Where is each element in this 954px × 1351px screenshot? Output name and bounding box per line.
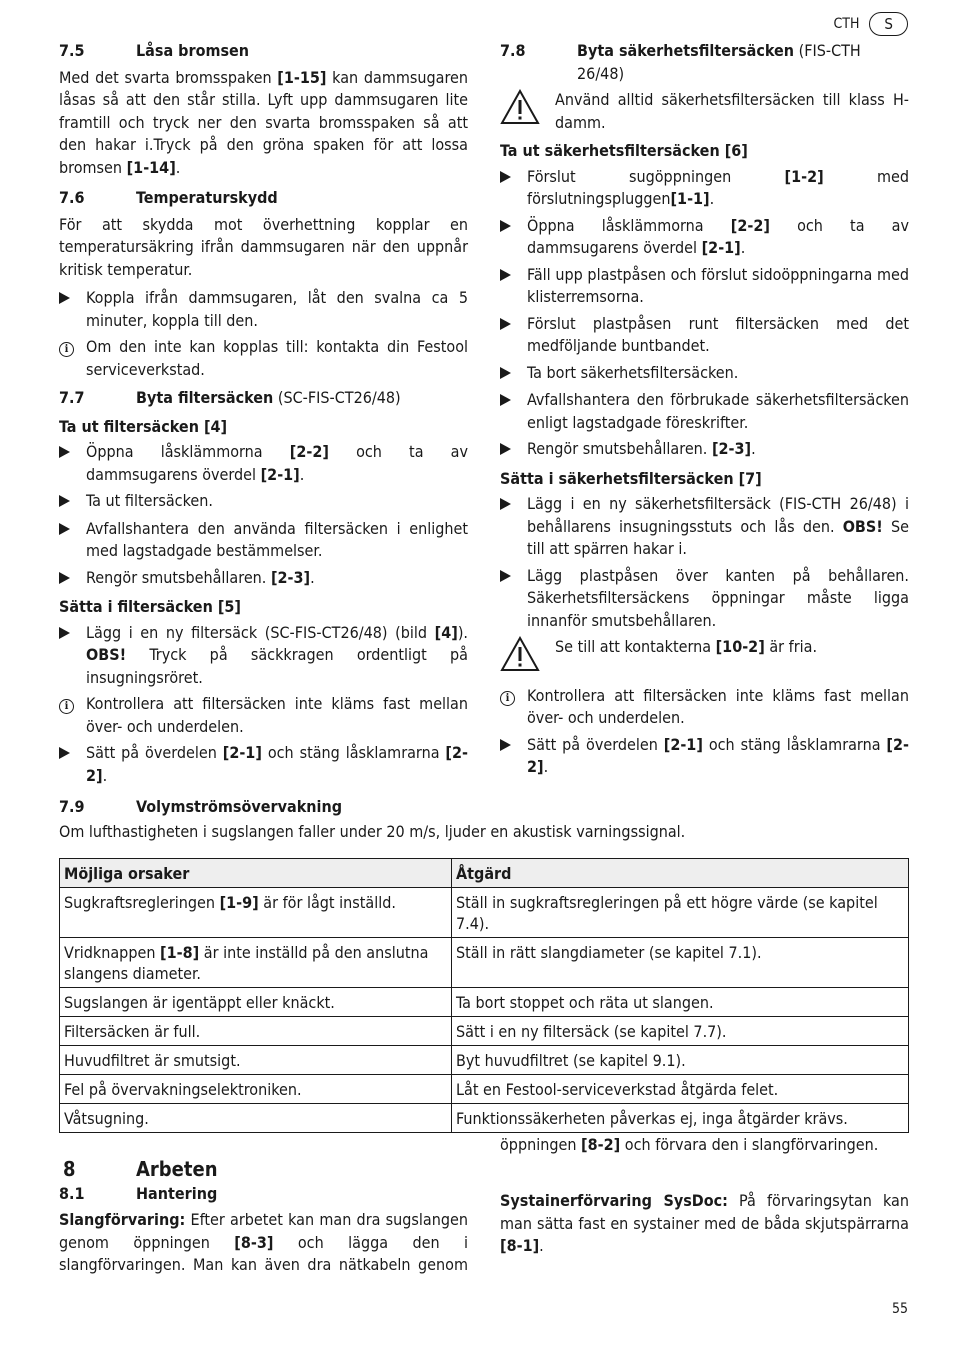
language-badge: S: [869, 12, 908, 36]
troubleshooting-table-wrap: [59, 858, 909, 1133]
action-cell: Funktionssäkerheten påverkas ej, inga åtgärder krävs.: [452, 1104, 909, 1133]
info-icon: i: [500, 691, 515, 706]
list-item: Ta bort säkerhetsfiltersäcken.: [500, 362, 909, 386]
arrow-bullet-icon: [500, 171, 511, 183]
arrow-bullet-icon: [500, 318, 511, 330]
info-note: i Kontrollera att filtersäcken inte kläms fast mellan över- och underdelen.: [500, 685, 909, 730]
arrow-bullet-icon: [59, 572, 70, 584]
paragraph: Slangförvaring: Efter arbetet kan man dra sugslangen genom öppningen [8-3] och lägga den i slangförvaringen. Man kan även dra nätkabeln genom: [59, 1210, 468, 1274]
info-icon: i: [59, 699, 74, 714]
page-header: [833, 12, 908, 36]
list-item: Sätt på överdelen [2-1] och stäng låsklamrarna [2-2].: [59, 742, 468, 787]
arrow-bullet-icon: [500, 443, 511, 455]
arrow-bullet-icon: [500, 269, 511, 281]
action-cell: Ställ in sugkraftsregleringen på ett högre värde (se kapitel 7.4).: [452, 888, 909, 938]
arrow-bullet-icon: [500, 739, 511, 751]
arrow-bullet-icon: [500, 570, 511, 582]
paragraph: För att skydda mot överhettning kopplar en temperatursäkring ifrån dammsugaren när den uppnår kritisk temperatur.: [59, 214, 468, 279]
arrow-bullet-icon: [500, 498, 511, 510]
arrow-bullet-icon: [59, 495, 70, 507]
section-heading-8-1: 8.1 Hantering: [59, 1183, 218, 1203]
list-item: Öppna låsklämmorna [2-2] och ta av dammsugarens överdel [2-1].: [500, 215, 909, 260]
section-8-right: [500, 1135, 909, 1264]
arrow-bullet-icon: [59, 747, 70, 759]
list-item: Lägg plastpåsen över kanten på behållaren. Säkerhetsfiltersäckens öppningar måste ligga innanför smutsbehållaren.: [500, 565, 909, 633]
section-8-left: [59, 1158, 468, 1283]
info-note: i Kontrollera att filtersäcken inte kläms fast mellan över- och underdelen.: [59, 693, 468, 738]
warning-note: Använd alltid säkerhetsfiltersäcken till klass H-damm.: [500, 89, 909, 134]
action-cell: Låt en Festool-serviceverkstad åtgärda felet.: [452, 1075, 909, 1104]
list-item: Lägg i en ny filtersäck (SC-FIS-CT26/48) (bild [4]). OBS! Tryck på säckkragen ordentligt på insugningsröret.: [59, 622, 468, 690]
cause-cell: Sugslangen är igentäppt eller knäckt.: [60, 988, 452, 1017]
action-cell: Sätt i en ny filtersäck (se kapitel 7.7).: [452, 1017, 909, 1046]
section-heading-7-5: 7.5 Låsa bromsen: [59, 41, 250, 60]
list-item: Rengör smutsbehållaren. [2-3].: [500, 438, 909, 462]
subheading: Sätta i filtersäcken [5]: [59, 597, 241, 616]
arrow-bullet-icon: [500, 394, 511, 406]
warning-note: Se till att kontakterna [10-2] är fria.: [500, 636, 909, 679]
column-header: Möjliga orsaker: [60, 859, 452, 888]
cause-cell: Huvudfiltret är smutsigt.: [60, 1046, 452, 1075]
table-row: [60, 1046, 909, 1075]
page-number: 55: [891, 1301, 908, 1317]
section-heading-7-7: 7.7 Byta filtersäcken (SC-FIS-CT26/48): [59, 388, 401, 407]
action-cell: Ta bort stoppet och räta ut slangen.: [452, 988, 909, 1017]
list-item: Avfallshantera den förbrukade säkerhetsfiltersäcken enligt lagstadgade föreskrifter.: [500, 389, 909, 434]
section-heading-7-9: 7.9 Volymströmsövervakning: [59, 797, 343, 816]
subheading: Ta ut filtersäcken [4]: [59, 416, 228, 436]
list-item: Fäll upp plastpåsen och förslut sidoöppningarna med klisterremsorna.: [500, 264, 909, 309]
arrow-bullet-icon: [59, 627, 70, 639]
list-item: Koppla ifrån dammsugaren, låt den svalna ca 5 minuter, koppla till den.: [59, 287, 468, 332]
arrow-bullet-icon: [59, 446, 70, 458]
subheading: Sätta i säkerhetsfiltersäcken [7]: [500, 468, 762, 488]
subheading: Ta ut säkerhetsfiltersäcken [6]: [500, 141, 748, 160]
action-cell: Ställ in rätt slangdiameter (se kapitel 7.1).: [452, 938, 909, 988]
arrow-bullet-icon: [59, 523, 70, 535]
arrow-bullet-icon: [59, 292, 70, 304]
info-note: i Om den inte kan kopplas till: kontakta din Festool serviceverkstad.: [59, 336, 468, 381]
list-item: Öppna låsklämmorna [2-2] och ta av dammsugarens överdel [2-1].: [59, 441, 468, 486]
left-column: [59, 40, 468, 791]
cause-cell: Sugkraftsregleringen [1-9] är för lågt inställd.: [60, 888, 452, 938]
table-header-row: [60, 859, 909, 888]
list-item: Lägg i en ny säkerhetsfiltersäck (FIS-CTH 26/48) i behållarens insugningsstuts och lås den. OBS! Se till att spärren hakar i.: [500, 493, 909, 561]
paragraph: Med det svarta bromsspaken [1-15] kan dammsugaren låsas så att den står stilla. Lyft upp dammsugaren lite framtill och tryck ner den svarta bromsspaken så att den hakar i.Tryck på den gröna spaken för att lossa bromsen [1-14].: [59, 67, 469, 177]
list-item: Förslut plastpåsen runt filtersäcken med det medföljande buntbandet.: [500, 313, 909, 358]
table-row: [60, 1017, 909, 1046]
list-item: Ta ut filtersäcken.: [59, 490, 468, 514]
section-heading-7-6: 7.6 Temperaturskydd: [59, 188, 278, 207]
cause-cell: Fel på övervakningselektroniken.: [60, 1075, 452, 1104]
right-column: [500, 40, 909, 783]
paragraph: Om lufthastigheten i sugslangen faller under 20 m/s, ljuder en akustisk varningssignal.: [59, 821, 686, 841]
troubleshooting-table: [59, 858, 909, 1133]
paragraph: öppningen [8-2] och förvara den i slangförvaringen.: [500, 1135, 879, 1154]
list-item: Förslut sugöppningen [1-2] med förslutningspluggen[1-1].: [500, 166, 909, 211]
warning-triangle-icon: [500, 89, 540, 125]
table-row: [60, 1075, 909, 1104]
info-icon: i: [59, 342, 74, 357]
column-header: Åtgärd: [452, 859, 909, 888]
list-item: Avfallshantera den använda filtersäcken i enlighet med lagstadgade bestämmelser.: [59, 518, 468, 563]
cause-cell: Filtersäcken är full.: [60, 1017, 452, 1046]
table-row: [60, 1104, 909, 1133]
section-7-9: [59, 796, 909, 843]
list-item: Sätt på överdelen [2-1] och stäng låsklamrarna [2-2].: [500, 734, 909, 779]
action-cell: Byt huvudfiltret (se kapitel 9.1).: [452, 1046, 909, 1075]
cause-cell: Våtsugning.: [60, 1104, 452, 1133]
table-row: [60, 938, 909, 988]
arrow-bullet-icon: [500, 220, 511, 232]
cause-cell: Vridknappen [1-8] är inte inställd på den anslutna slangens diameter.: [60, 938, 452, 988]
table-row: [60, 888, 909, 938]
chapter-heading-8: 8 Arbeten: [63, 1157, 218, 1181]
paragraph: Systainerförvaring SysDoc: På förvaringsytan kan man sätta fast en systainer med de båda skjutspärrarna [8-1].: [500, 1191, 909, 1255]
warning-triangle-icon: [500, 636, 540, 672]
arrow-bullet-icon: [500, 367, 511, 379]
table-row: [60, 988, 909, 1017]
section-heading-7-8: 7.8 Byta säkerhetsfiltersäcken (FIS-CTH 26/48): [500, 41, 861, 83]
product-code: CTH: [833, 15, 860, 32]
list-item: Rengör smutsbehållaren. [2-3].: [59, 567, 468, 591]
